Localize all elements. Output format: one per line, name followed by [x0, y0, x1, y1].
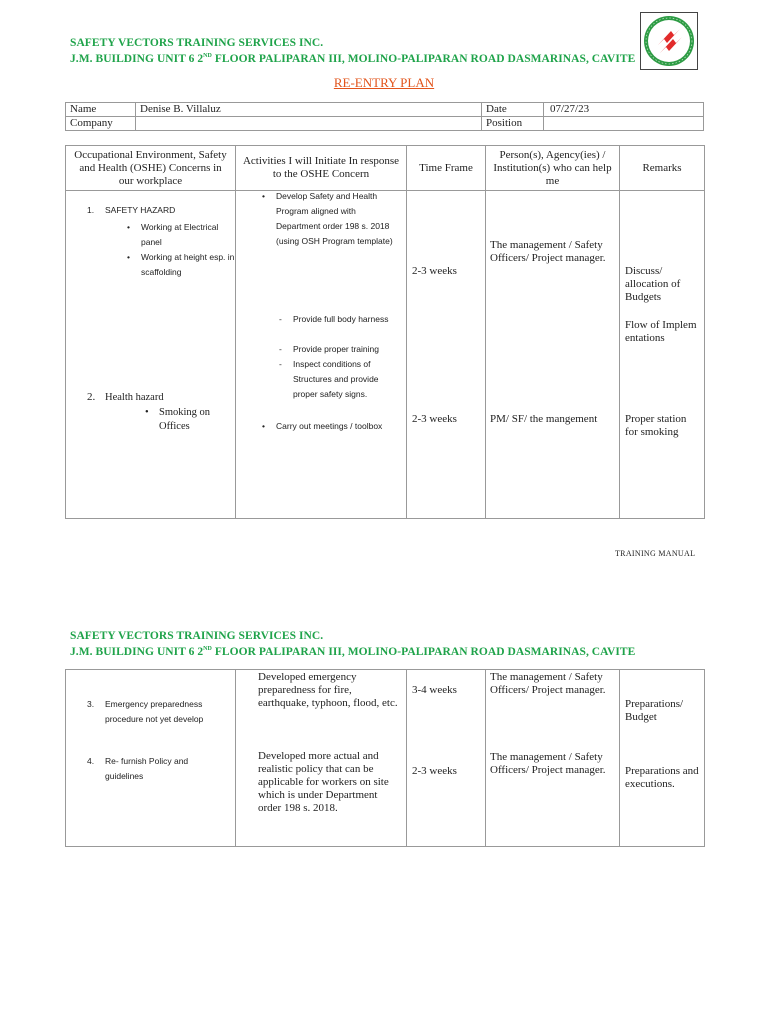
- company-address-page2: J.M. BUILDING UNIT 6 2ND FLOOR PALIPARAN III, MOLINO-PALIPARAN ROAD DASMARINAS, CAVITE: [70, 646, 636, 658]
- position-label: Position: [482, 117, 544, 131]
- remarks-cell: [620, 670, 705, 847]
- remark-1a: Discuss/ allocation of Budgets: [625, 265, 681, 303]
- company-name: SAFETY VECTORS TRAINING SERVICES INC.: [70, 37, 324, 49]
- time-frame-1: 2-3 weeks: [412, 265, 457, 277]
- date-value: 07/27/23: [544, 103, 704, 117]
- concern-2-item: • Smoking on Offices: [159, 406, 219, 434]
- time-frame-2: 2-3 weeks: [412, 413, 457, 425]
- concern-4: Re- furnish Policy and guidelines: [105, 756, 189, 781]
- company-logo: [640, 12, 698, 70]
- activities-cell: [236, 670, 407, 847]
- plan-table: [65, 145, 705, 519]
- time-frame-4: 2-3 weeks: [412, 765, 457, 777]
- person-1: The management / Safety Officers/ Project manager.: [490, 239, 606, 264]
- concerns-cell: [66, 191, 236, 519]
- activity-3: Developed emergency preparedness for fire, earthquake, typhoon, flood, etc.: [258, 671, 398, 709]
- remark-2: Proper station for smoking: [625, 413, 687, 438]
- remark-3: Preparations/ Budget: [625, 698, 684, 723]
- concern-1-item: • Working at Electrical panel: [141, 220, 236, 250]
- document-title: RE-ENTRY PLAN: [333, 75, 435, 90]
- column-header-concerns: Occupational Environment, Safety and Health (OSHE) Concerns in our workplace: [66, 146, 236, 191]
- footer-label: TRAINING MANUAL: [615, 549, 696, 558]
- date-label: Date: [482, 103, 544, 117]
- concern-2-title: Health hazard: [105, 392, 164, 403]
- activity-4: Developed more actual and realistic policy that can be applicable for workers on site which is under Department order 198 s. 2018.: [258, 750, 389, 814]
- info-table: [65, 102, 704, 131]
- remark-4: Preparations and executions.: [625, 765, 699, 790]
- activity-1-sub: - Provide full body harness: [293, 312, 398, 327]
- activities-cell: [236, 191, 407, 519]
- column-header-time-frame: Time Frame: [407, 146, 486, 191]
- plan-table-page2: [65, 669, 705, 847]
- time-frame-cell: [407, 191, 486, 519]
- time-frame-3: 3-4 weeks: [412, 684, 457, 696]
- person-2: PM/ SF/ the mangement: [490, 413, 598, 425]
- persons-cell: [486, 670, 620, 847]
- company-address: J.M. BUILDING UNIT 6 2ND FLOOR PALIPARAN III, MOLINO-PALIPARAN ROAD DASMARINAS, CAVITE: [70, 53, 636, 65]
- remarks-cell: [620, 191, 705, 519]
- concern-1-number: 1.: [87, 205, 95, 215]
- company-name-page2: SAFETY VECTORS TRAINING SERVICES INC.: [70, 630, 324, 642]
- column-header-activities: Activities I will Initiate In response to the OSHE Concern: [236, 146, 407, 191]
- concern-3: Emergency preparedness procedure not yet develop: [105, 699, 204, 724]
- person-3: The management / Safety Officers/ Project manager.: [490, 671, 606, 696]
- concerns-cell: [66, 670, 236, 847]
- concern-4-number: 4.: [87, 756, 95, 766]
- concern-3-number: 3.: [87, 699, 95, 709]
- person-4: The management / Safety Officers/ Project manager.: [490, 751, 606, 776]
- activity-1-sub: - Inspect conditions of Structures and provide proper safety signs.: [293, 357, 398, 402]
- concern-1-title: SAFETY HAZARD: [105, 205, 176, 215]
- time-frame-cell: [407, 670, 486, 847]
- activity-1: • Develop Safety and Health Program aligned with Department order 198 s. 2018 (using OSH Program template): [276, 189, 398, 249]
- concern-2-number: 2.: [87, 391, 96, 403]
- remark-1b: Flow of Implementations: [625, 319, 697, 344]
- activity-2: • Carry out meetings / toolbox: [276, 419, 402, 434]
- company-value: [136, 117, 482, 131]
- company-label: Company: [66, 117, 136, 131]
- column-header-remarks: Remarks: [620, 146, 705, 191]
- column-header-persons: Person(s), Agency(ies) / Institution(s) who can help me: [486, 146, 620, 191]
- concern-1-item: • Working at height esp. in scaffolding: [141, 250, 236, 280]
- position-value: [544, 117, 704, 131]
- name-label: Name: [66, 103, 136, 117]
- persons-cell: [486, 191, 620, 519]
- name-value: Denise B. Villaluz: [136, 103, 482, 117]
- activity-1-sub: - Provide proper training: [293, 342, 398, 357]
